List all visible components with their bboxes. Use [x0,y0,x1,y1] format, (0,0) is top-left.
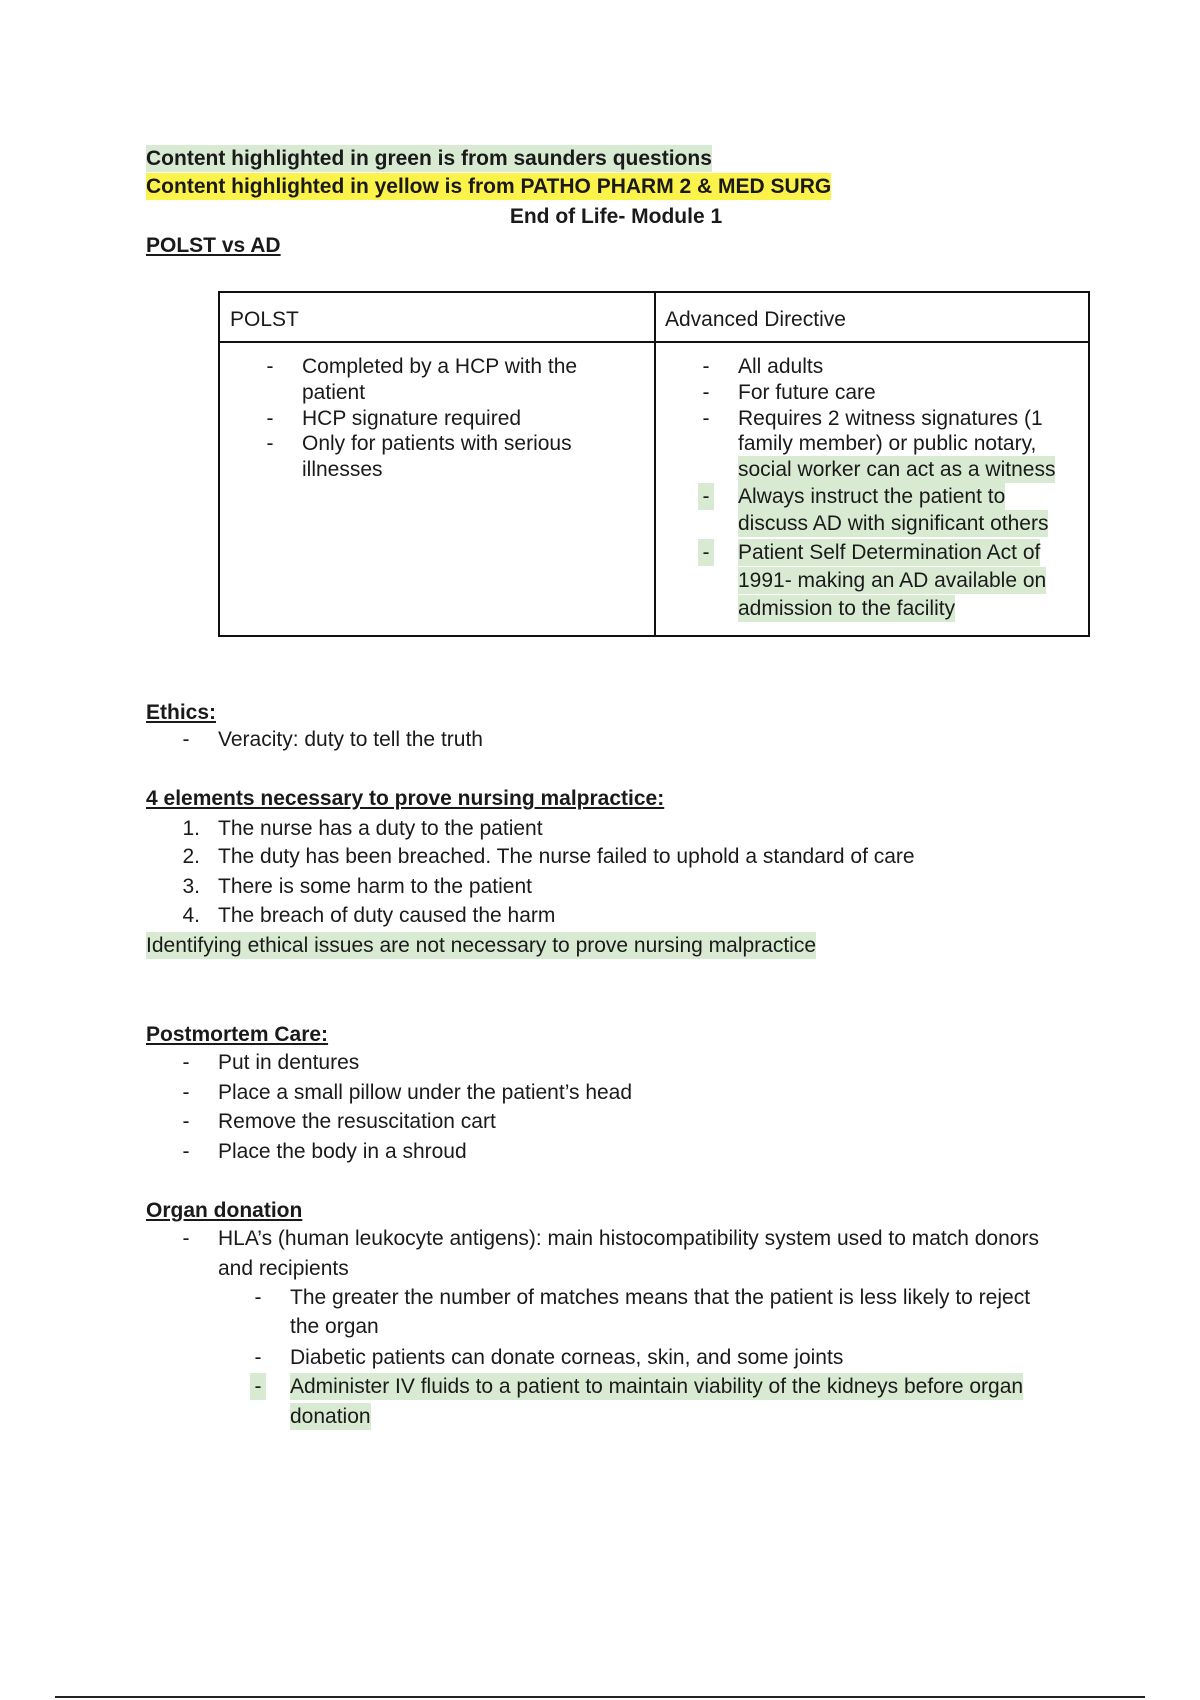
section-heading-ethics: Ethics: [146,701,217,724]
polst-ad-table [218,291,1090,637]
list-dash: - [182,1081,190,1104]
postmortem-item-3: Remove the resuscitation cart [218,1110,496,1133]
list-dash: - [266,407,274,430]
polst-item-1-line-1: Completed by a HCP with the [302,355,578,378]
list-dash: - [698,539,714,566]
list-dash: - [702,381,710,404]
legend-yellow: Content highlighted in yellow is from PATHO PHARM 2 & MED SURG [146,175,832,198]
ad-item-5-line-1: Patient Self Determination Act of [738,541,1041,564]
legend-green: Content highlighted in green is from saunders questions [146,147,712,170]
postmortem-item-1: Put in dentures [218,1051,360,1074]
list-number: 4. [182,904,200,927]
organ-hla-line-1: HLA’s (human leukocyte antigens): main histocompatibility system used to match donors [218,1227,1039,1250]
polst-item-3-line-2: illnesses [302,458,383,481]
ad-item-2: For future care [738,381,876,404]
list-dash: - [254,1346,262,1369]
organ-hla-line-2: and recipients [218,1257,349,1280]
ad-item-5-line-3: admission to the facility [738,597,956,620]
table-header-polst: POLST [230,308,299,331]
list-number: 1. [182,817,200,840]
ad-item-1: All adults [738,355,824,378]
table-column-divider [654,293,656,635]
malpractice-item-4: The breach of duty caused the harm [218,904,556,927]
malpractice-item-3: There is some harm to the patient [218,875,532,898]
organ-sub-2: Diabetic patients can donate corneas, skin, and some joints [290,1346,844,1369]
list-dash: - [702,355,710,378]
organ-sub-1-line-2: the organ [290,1315,379,1338]
list-dash: - [254,1286,262,1309]
ad-item-5-line-2: 1991- making an AD available on [738,569,1047,592]
section-heading-polst-ad: POLST vs AD [146,234,281,257]
organ-sub-1-line-1: The greater the number of matches means that the patient is less likely to reject [290,1286,1031,1309]
section-heading-postmortem: Postmortem Care: [146,1023,329,1046]
table-header-advanced-directive: Advanced Directive [665,308,846,331]
list-dash: - [182,728,190,751]
postmortem-item-4: Place the body in a shroud [218,1140,467,1163]
polst-item-1-line-2: patient [302,381,366,404]
ad-item-3-line-3: social worker can act as a witness [738,458,1056,481]
page-title: End of Life- Module 1 [509,205,723,228]
list-dash: - [698,483,714,510]
list-dash: - [702,407,710,430]
ad-item-3-line-1: Requires 2 witness signatures (1 [738,407,1043,430]
footer-rule [55,1696,1145,1698]
malpractice-note: Identifying ethical issues are not necessary to prove nursing malpractice [146,934,817,957]
table-header-divider [220,341,1088,343]
polst-item-2: HCP signature required [302,407,522,430]
ad-item-4-line-2: discuss AD with significant others [738,512,1049,535]
ethics-item-veracity: Veracity: duty to tell the truth [218,728,483,751]
list-dash: - [182,1227,190,1250]
organ-sub-3-line-1: Administer IV fluids to a patient to maintain viability of the kidneys before organ [290,1375,1024,1398]
section-heading-malpractice: 4 elements necessary to prove nursing malpractice: [146,787,665,810]
section-heading-organ-donation: Organ donation [146,1199,303,1222]
list-number: 3. [182,875,200,898]
list-dash: - [182,1140,190,1163]
list-dash: - [182,1110,190,1133]
postmortem-item-2: Place a small pillow under the patient’s head [218,1081,633,1104]
malpractice-item-1: The nurse has a duty to the patient [218,817,543,840]
list-dash: - [250,1373,266,1400]
list-dash: - [182,1051,190,1074]
malpractice-item-2: The duty has been breached. The nurse failed to uphold a standard of care [218,845,915,868]
organ-sub-3-line-2: donation [290,1405,371,1428]
list-dash: - [266,432,274,455]
list-number: 2. [182,845,200,868]
ad-item-4-line-1: Always instruct the patient to [738,485,1006,508]
ad-item-3-line-2: family member) or public notary, [738,432,1037,455]
polst-item-3-line-1: Only for patients with serious [302,432,572,455]
list-dash: - [266,355,274,378]
